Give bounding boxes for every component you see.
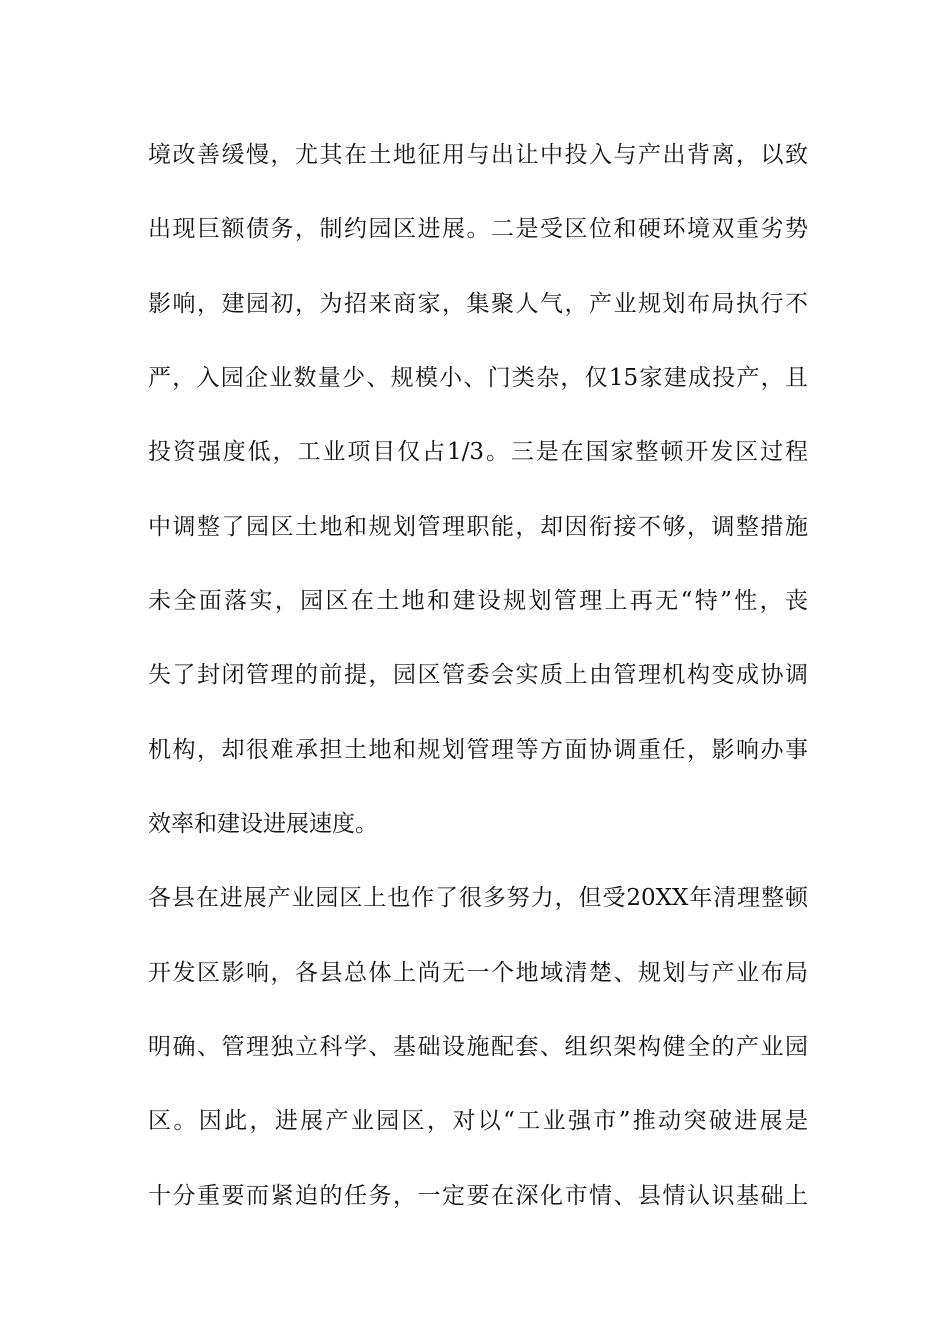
text-line: 影响，建园初，为招来商家，集聚人气，产业规划布局执行不 <box>148 291 808 317</box>
text-line: 开发区影响，各县总体上尚无一个地域清楚、规划与产业布局 <box>148 960 808 986</box>
text-line: 出现巨额债务，制约园区进展。二是受区位和硬环境双重劣势 <box>148 216 808 242</box>
text-line: 十分重要而紧迫的任务，一定要在深化市情、县情认识基础上 <box>148 1183 808 1209</box>
text-line: 中调整了园区土地和规划管理职能，却因衔接不够，调整措施 <box>148 514 808 540</box>
text-line: 各县在进展产业园区上也作了很多努力，但受20XX年清理整顿 <box>148 885 808 911</box>
text-line: 境改善缓慢，尤其在土地征用与出让中投入与产出背离，以致 <box>148 142 808 168</box>
text-line: 效率和建设进展速度。 <box>148 811 378 837</box>
text-line: 明确、管理独立科学、基础设施配套、组织架构健全的产业园 <box>148 1034 808 1060</box>
text-line: 区。因此，进展产业园区，对以“工业强市”推动突破进展是 <box>148 1108 808 1134</box>
text-line: 未全面落实，园区在土地和建设规划管理上再无“特”性，丧 <box>148 588 808 614</box>
text-line: 投资强度低，工业项目仅占1/3。三是在国家整顿开发区过程 <box>148 439 808 465</box>
text-line: 机构，却很难承担土地和规划管理等方面协调重任，影响办事 <box>148 737 808 763</box>
text-line: 严，入园企业数量少、规模小、门类杂，仅15家建成投产，且 <box>148 365 808 391</box>
text-line: 失了封闭管理的前提，园区管委会实质上由管理机构变成协调 <box>148 662 808 688</box>
